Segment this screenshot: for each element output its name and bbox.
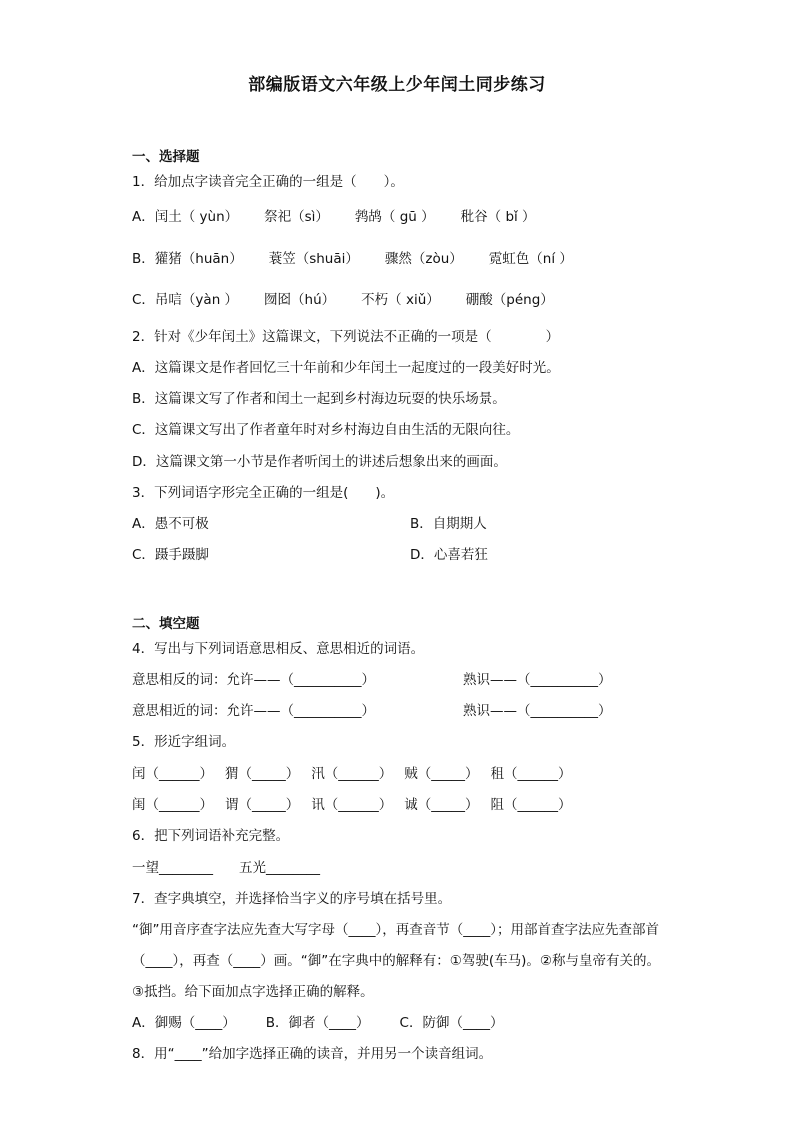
word-blank[interactable]: 谓（_____） (225, 797, 300, 813)
question-2-option-a: A．这篇课文是作者回忆三十年前和少年闰土一起度过的一段美好时光。 (132, 360, 560, 376)
word-blank[interactable]: 租（______） (490, 766, 572, 782)
option-item[interactable]: A．御赐（____） (132, 1015, 236, 1031)
option-item: 骤然（zòu） (384, 251, 463, 267)
word-blank[interactable]: 贼（_____） (404, 766, 479, 782)
question-5-row-1 (132, 764, 584, 784)
question-6-items (132, 858, 320, 878)
option-item: 祭祀（sì） (264, 209, 329, 225)
option-item[interactable]: C．防御（____） (399, 1015, 504, 1031)
synonym-blank-right[interactable]: 熟识——（__________） (463, 703, 612, 719)
idiom-blank[interactable]: 五光________ (239, 860, 320, 876)
option-item: 霓虹色（ní ） (488, 251, 573, 267)
option-item: 不朽（ xiǔ） (361, 292, 440, 308)
word-blank[interactable]: 讯（______） (311, 797, 393, 813)
word-blank[interactable]: 闰（______） (132, 766, 213, 782)
question-8-stem: 8．用“____”给加字选择正确的读音，并用另一个读音组词。 (132, 1046, 493, 1062)
question-3-row-1 (132, 514, 662, 534)
word-blank[interactable]: 猬（_____） (225, 766, 300, 782)
question-3-option-c: C．蹑手蹑脚 (132, 547, 209, 563)
option-item: C．吊唁（yàn ） (132, 292, 239, 308)
question-7-stem: 7．查字典填空，并选择恰当字义的序号填在括号里。 (132, 891, 452, 907)
antonym-blank[interactable]: 意思相反的词：允许——（__________） (132, 672, 375, 688)
option-item: 秕谷（ bǐ ） (460, 209, 536, 225)
synonym-blank[interactable]: 意思相近的词：允许——（__________） (132, 703, 375, 719)
option-item: 囫囵（hú） (264, 292, 336, 308)
question-4-row-2 (132, 701, 662, 721)
question-2-option-c: C．这篇课文写出了作者童年时对乡村海边自由生活的无限向往。 (132, 422, 520, 438)
question-7-body: “御”用音序查字法应先查大写字母（____），再查音节（____）；用部首查字法应先查部首（____），再查（____）画。“御”在字典中的解释有：①驾驶(车马)。②称与皇帝有关的。③抵挡。给下面加点字选择正确的解释。 (132, 922, 660, 1000)
option-item: 鹁鸪（ gū ） (354, 209, 435, 225)
question-2-stem: 2．针对《少年闰土》这篇课文，下列说法不正确的一项是（ ） (132, 329, 560, 345)
question-2-option-d: D．这篇课文第一小节是作者听闰土的讲述后想象出来的画面。 (132, 454, 507, 470)
question-3-option-a: A．愚不可极 (132, 516, 209, 532)
question-3-option-b: B．自期期人 (410, 516, 487, 532)
question-1-option-c (132, 290, 580, 310)
question-1-option-a (132, 207, 562, 227)
question-2-option-b: B．这篇课文写了作者和闰土一起到乡村海边玩耍的快乐场景。 (132, 391, 506, 407)
word-blank[interactable]: 闺（______） (132, 797, 213, 813)
question-6-stem: 6．把下列词语补充完整。 (132, 828, 290, 844)
option-item: B．獾猪（huān） (132, 251, 243, 267)
question-4-row-1 (132, 670, 662, 690)
section-heading-fill: 二、填空题 (132, 616, 200, 632)
option-item: 蓑笠（shuāi） (268, 251, 359, 267)
question-5-row-2 (132, 795, 584, 815)
question-5-stem: 5．形近字组词。 (132, 734, 236, 750)
question-1-option-b (132, 249, 599, 269)
idiom-blank[interactable]: 一望________ (132, 860, 213, 876)
option-item[interactable]: B．御者（____） (265, 1015, 370, 1031)
word-blank[interactable]: 阻（______） (490, 797, 572, 813)
page-title: 部编版语文六年级上少年闰土同步练习 (248, 75, 546, 95)
question-1-stem: 1．给加点字读音完全正确的一组是（ ）。 (132, 174, 404, 190)
question-3-option-d: D．心喜若狂 (410, 547, 488, 563)
question-3-stem: 3．下列词语字形完全正确的一组是( )。 (132, 485, 395, 501)
option-item: A．闰土（ yùn） (132, 209, 239, 225)
option-item: 硼酸（péng） (465, 292, 554, 308)
question-3-row-2 (132, 545, 662, 565)
word-blank[interactable]: 汛（______） (311, 766, 393, 782)
question-7-options (132, 1013, 503, 1033)
word-blank[interactable]: 诚（_____） (404, 797, 479, 813)
question-4-stem: 4．写出与下列词语意思相反、意思相近的词语。 (132, 641, 425, 657)
antonym-blank-right[interactable]: 熟识——（__________） (463, 672, 612, 688)
section-heading-choice: 一、选择题 (132, 149, 200, 165)
